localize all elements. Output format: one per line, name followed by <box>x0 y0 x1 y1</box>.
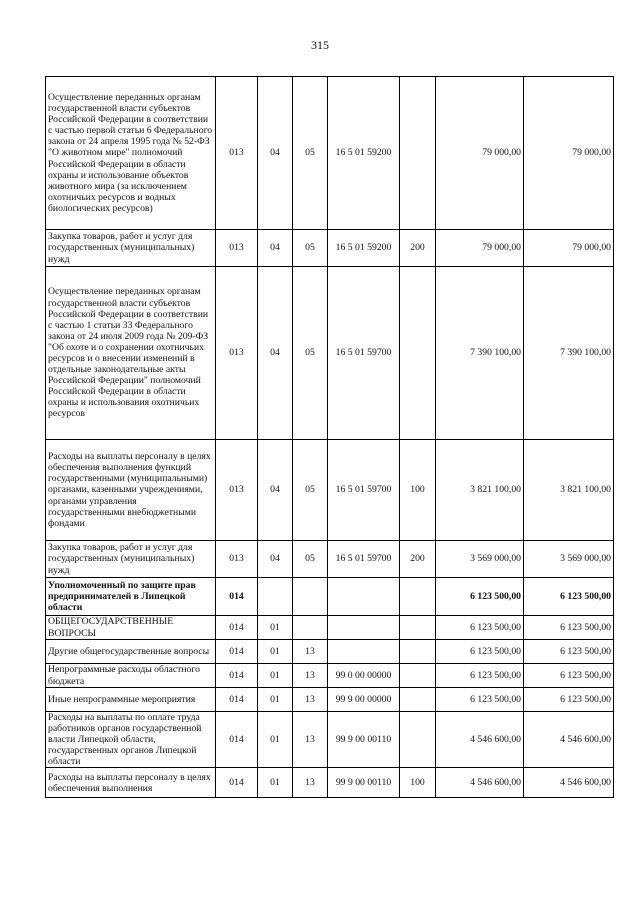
table-row <box>46 578 614 616</box>
cell-article <box>328 640 400 664</box>
cell-article: 99 9 00 00000 <box>328 688 400 712</box>
cell-expense-type <box>400 616 436 640</box>
cell-section: 04 <box>258 440 293 541</box>
cell-section: 04 <box>258 541 293 578</box>
cell-amount-1: 3 569 000,00 <box>436 541 524 578</box>
cell-expense-type <box>400 640 436 664</box>
cell-section: 04 <box>258 267 293 440</box>
table-row <box>46 688 614 712</box>
cell-expense-type <box>400 688 436 712</box>
cell-article: 99 0 00 00000 <box>328 664 400 688</box>
cell-amount-2: 4 546 600,00 <box>524 768 614 798</box>
cell-amount-2: 3 569 000,00 <box>524 541 614 578</box>
cell-subsection: 13 <box>293 664 328 688</box>
cell-amount-2: 4 546 600,00 <box>524 712 614 768</box>
cell-article: 16 5 01 59700 <box>328 440 400 541</box>
cell-ministry: 014 <box>216 640 258 664</box>
table-row <box>46 230 614 267</box>
cell-section: 04 <box>258 230 293 267</box>
cell-amount-2: 6 123 500,00 <box>524 688 614 712</box>
table-row <box>46 768 614 798</box>
cell-amount-2: 79 000,00 <box>524 230 614 267</box>
cell-amount-1: 4 546 600,00 <box>436 712 524 768</box>
cell-name: Закупка товаров, работ и услуг для государственных (муниципальных) нужд <box>46 541 216 578</box>
cell-subsection: 13 <box>293 640 328 664</box>
cell-expense-type <box>400 712 436 768</box>
cell-amount-1: 6 123 500,00 <box>436 688 524 712</box>
cell-amount-1: 3 821 100,00 <box>436 440 524 541</box>
cell-expense-type: 200 <box>400 541 436 578</box>
cell-ministry: 014 <box>216 768 258 798</box>
table-row <box>46 640 614 664</box>
table-row <box>46 664 614 688</box>
cell-name: Расходы на выплаты персоналу в целях обеспечения выполнения функций государственными (муниципальными) органами, казенными учреждениями, органами управления государственными внебюджетными фондами <box>46 440 216 541</box>
cell-article: 16 5 01 59700 <box>328 267 400 440</box>
cell-section: 01 <box>258 664 293 688</box>
cell-amount-2: 6 123 500,00 <box>524 578 614 616</box>
cell-subsection <box>293 578 328 616</box>
cell-name: Осуществление переданных органам государственной власти субъектов Российской Федерации в соответствии с частью 1 статьи 33 Федерального закона от 24 июля 2009 года № 209-ФЗ "Об охоте и о сохранении охотничьих ресурсов и о внесении изменений в отдельные законодательные акты Российской Федерации" полномочий Российской Федерации в области охраны и использования охотничьих ресурсов <box>46 267 216 440</box>
table-body <box>46 77 614 798</box>
cell-amount-1: 4 546 600,00 <box>436 768 524 798</box>
cell-name: Непрограммные расходы областного бюджета <box>46 664 216 688</box>
cell-subsection: 05 <box>293 267 328 440</box>
cell-ministry: 014 <box>216 688 258 712</box>
cell-article: 16 5 01 59200 <box>328 77 400 230</box>
cell-section: 01 <box>258 768 293 798</box>
table-row <box>46 541 614 578</box>
cell-amount-2: 6 123 500,00 <box>524 616 614 640</box>
cell-subsection: 05 <box>293 77 328 230</box>
table-row <box>46 616 614 640</box>
cell-section: 01 <box>258 712 293 768</box>
cell-amount-1: 6 123 500,00 <box>436 578 524 616</box>
cell-name: Другие общегосударственные вопросы <box>46 640 216 664</box>
cell-section: 04 <box>258 77 293 230</box>
cell-name: Закупка товаров, работ и услуг для государственных (муниципальных) нужд <box>46 230 216 267</box>
cell-article <box>328 616 400 640</box>
cell-name: Уполномоченный по защите прав предпринимателей в Липецкой области <box>46 578 216 616</box>
cell-name: Иные непрограммные мероприятия <box>46 688 216 712</box>
cell-amount-2: 6 123 500,00 <box>524 640 614 664</box>
cell-amount-2: 6 123 500,00 <box>524 664 614 688</box>
cell-amount-1: 6 123 500,00 <box>436 640 524 664</box>
page-number: 315 <box>311 38 329 52</box>
cell-subsection: 13 <box>293 712 328 768</box>
cell-section: 01 <box>258 688 293 712</box>
cell-amount-1: 6 123 500,00 <box>436 616 524 640</box>
cell-expense-type <box>400 664 436 688</box>
cell-name: Расходы на выплаты по оплате труда работников органов государственной власти Липецкой области, государственных органов Липецкой области <box>46 712 216 768</box>
cell-article: 99 9 00 00110 <box>328 768 400 798</box>
cell-article <box>328 578 400 616</box>
cell-ministry: 013 <box>216 230 258 267</box>
cell-article: 16 5 01 59200 <box>328 230 400 267</box>
cell-amount-2: 79 000,00 <box>524 77 614 230</box>
cell-section: 01 <box>258 616 293 640</box>
table-row <box>46 712 614 768</box>
cell-ministry: 013 <box>216 267 258 440</box>
cell-amount-2: 3 821 100,00 <box>524 440 614 541</box>
cell-subsection: 13 <box>293 688 328 712</box>
cell-ministry: 013 <box>216 77 258 230</box>
cell-article: 99 9 00 00110 <box>328 712 400 768</box>
cell-ministry: 014 <box>216 664 258 688</box>
table-row <box>46 77 614 230</box>
cell-ministry: 013 <box>216 541 258 578</box>
cell-ministry: 014 <box>216 578 258 616</box>
cell-name: Расходы на выплаты персоналу в целях обеспечения выполнения <box>46 768 216 798</box>
cell-expense-type <box>400 267 436 440</box>
cell-ministry: 013 <box>216 440 258 541</box>
cell-ministry: 014 <box>216 616 258 640</box>
cell-expense-type <box>400 77 436 230</box>
cell-amount-1: 79 000,00 <box>436 77 524 230</box>
cell-ministry: 014 <box>216 712 258 768</box>
cell-expense-type: 100 <box>400 768 436 798</box>
cell-expense-type: 200 <box>400 230 436 267</box>
cell-expense-type <box>400 578 436 616</box>
cell-section: 01 <box>258 640 293 664</box>
table-row <box>46 440 614 541</box>
cell-article: 16 5 01 59700 <box>328 541 400 578</box>
cell-subsection: 13 <box>293 768 328 798</box>
budget-table <box>45 76 614 798</box>
cell-expense-type: 100 <box>400 440 436 541</box>
table-row <box>46 267 614 440</box>
cell-subsection <box>293 616 328 640</box>
cell-name: Осуществление переданных органам государственной власти субъектов Российской Федерации в соответствии с частью первой статьи 6 Федерального закона от 24 апреля 1995 года № 52-ФЗ "О животном мире" полномочий Российской Федерации в области охраны и использование объектов животного мира (за исключением охотничьих ресурсов и водных биологических ресурсов) <box>46 77 216 230</box>
cell-amount-1: 7 390 100,00 <box>436 267 524 440</box>
cell-name: ОБЩЕГОСУДАРСТВЕННЫЕ ВОПРОСЫ <box>46 616 216 640</box>
cell-subsection: 05 <box>293 440 328 541</box>
cell-section <box>258 578 293 616</box>
cell-amount-1: 79 000,00 <box>436 230 524 267</box>
cell-subsection: 05 <box>293 541 328 578</box>
cell-amount-2: 7 390 100,00 <box>524 267 614 440</box>
cell-amount-1: 6 123 500,00 <box>436 664 524 688</box>
cell-subsection: 05 <box>293 230 328 267</box>
